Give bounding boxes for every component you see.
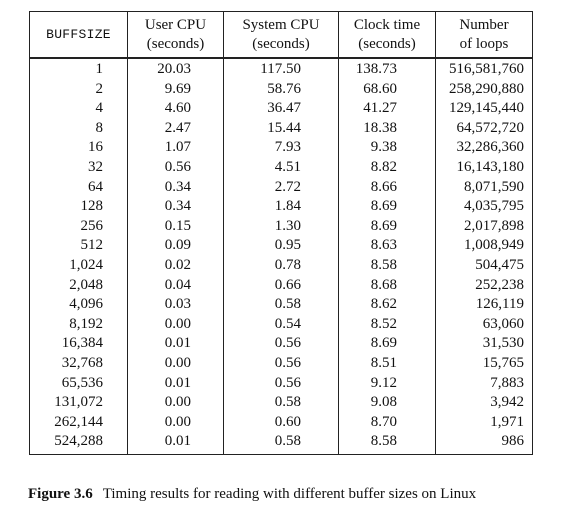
user-cpu-cell: 0.02 — [128, 256, 224, 276]
user-cpu-cell: 2.47 — [128, 119, 224, 139]
system-cpu-cell: 2.72 — [224, 178, 339, 198]
loops-cell: 516,581,760 — [436, 58, 533, 80]
system-cpu-cell: 15.44 — [224, 119, 339, 139]
table-row — [30, 80, 533, 100]
loops-cell: 4,035,795 — [436, 197, 533, 217]
user-cpu-cell: 1.07 — [128, 138, 224, 158]
buffsize-cell: 8 — [30, 119, 128, 139]
clock-time-cell: 18.38 — [339, 119, 436, 139]
clock-time-cell: 8.69 — [339, 217, 436, 237]
buffsize-cell: 64 — [30, 178, 128, 198]
clock-time-cell: 138.73 — [339, 58, 436, 80]
system-cpu-cell: 0.60 — [224, 413, 339, 433]
loops-cell: 63,060 — [436, 315, 533, 335]
loops-cell: 504,475 — [436, 256, 533, 276]
table-row — [30, 276, 533, 296]
clock-time-cell: 9.12 — [339, 374, 436, 394]
clock-time-cell: 8.62 — [339, 295, 436, 315]
system-cpu-cell: 0.95 — [224, 236, 339, 256]
buffsize-cell: 256 — [30, 217, 128, 237]
loops-cell: 258,290,880 — [436, 80, 533, 100]
header-clock-time: Clock time (seconds) — [339, 12, 436, 59]
loops-cell: 16,143,180 — [436, 158, 533, 178]
table-row — [30, 256, 533, 276]
user-cpu-cell: 0.04 — [128, 276, 224, 296]
loops-cell: 15,765 — [436, 354, 533, 374]
system-cpu-cell: 36.47 — [224, 99, 339, 119]
buffsize-cell: 524,288 — [30, 432, 128, 454]
system-cpu-cell: 0.56 — [224, 334, 339, 354]
caption-text: Timing results for reading with different buffer sizes on Linux — [102, 486, 477, 502]
system-cpu-cell: 1.84 — [224, 197, 339, 217]
user-cpu-cell: 9.69 — [128, 80, 224, 100]
user-cpu-cell: 0.56 — [128, 158, 224, 178]
table-row — [30, 158, 533, 178]
buffsize-cell: 128 — [30, 197, 128, 217]
buffsize-cell: 1 — [30, 58, 128, 80]
system-cpu-cell: 117.50 — [224, 58, 339, 80]
user-cpu-cell: 0.00 — [128, 354, 224, 374]
system-cpu-cell: 0.66 — [224, 276, 339, 296]
clock-time-cell: 8.69 — [339, 197, 436, 217]
system-cpu-cell: 0.58 — [224, 295, 339, 315]
loops-cell: 129,145,440 — [436, 99, 533, 119]
loops-cell: 3,942 — [436, 393, 533, 413]
buffsize-cell: 262,144 — [30, 413, 128, 433]
clock-time-cell: 8.69 — [339, 334, 436, 354]
clock-time-cell: 8.58 — [339, 256, 436, 276]
table-row — [30, 432, 533, 454]
table-row — [30, 334, 533, 354]
loops-cell: 32,286,360 — [436, 138, 533, 158]
table-row — [30, 217, 533, 237]
system-cpu-cell: 0.58 — [224, 432, 339, 454]
clock-time-cell: 8.51 — [339, 354, 436, 374]
user-cpu-cell: 0.34 — [128, 197, 224, 217]
table-row — [30, 58, 533, 80]
system-cpu-cell: 0.54 — [224, 315, 339, 335]
user-cpu-cell: 0.00 — [128, 393, 224, 413]
table-row — [30, 178, 533, 198]
figure-label: Figure 3.6 — [28, 486, 93, 502]
table-header-row — [30, 12, 533, 59]
table-row — [30, 413, 533, 433]
header-system-cpu: System CPU (seconds) — [224, 12, 339, 59]
user-cpu-cell: 0.09 — [128, 236, 224, 256]
user-cpu-cell: 0.00 — [128, 413, 224, 433]
clock-time-cell: 9.38 — [339, 138, 436, 158]
user-cpu-cell: 0.03 — [128, 295, 224, 315]
system-cpu-cell: 1.30 — [224, 217, 339, 237]
loops-cell: 986 — [436, 432, 533, 454]
timing-results-table — [29, 11, 533, 455]
clock-time-cell: 8.68 — [339, 276, 436, 296]
user-cpu-cell: 4.60 — [128, 99, 224, 119]
table-row — [30, 354, 533, 374]
clock-time-cell: 9.08 — [339, 393, 436, 413]
user-cpu-cell: 0.34 — [128, 178, 224, 198]
table-row — [30, 99, 533, 119]
loops-cell: 64,572,720 — [436, 119, 533, 139]
loops-cell: 2,017,898 — [436, 217, 533, 237]
table-row — [30, 138, 533, 158]
buffsize-cell: 2 — [30, 80, 128, 100]
clock-time-cell: 8.70 — [339, 413, 436, 433]
table-row — [30, 119, 533, 139]
system-cpu-cell: 7.93 — [224, 138, 339, 158]
clock-time-cell: 8.66 — [339, 178, 436, 198]
table-row — [30, 236, 533, 256]
buffsize-cell: 4,096 — [30, 295, 128, 315]
header-number-of-loops: Number of loops — [436, 12, 533, 59]
clock-time-cell: 68.60 — [339, 80, 436, 100]
loops-cell: 126,119 — [436, 295, 533, 315]
figure-caption — [28, 486, 476, 503]
header-user-cpu: User CPU (seconds) — [128, 12, 224, 59]
clock-time-cell: 8.52 — [339, 315, 436, 335]
loops-cell: 1,971 — [436, 413, 533, 433]
table-row — [30, 295, 533, 315]
buffsize-cell: 131,072 — [30, 393, 128, 413]
buffsize-cell: 16 — [30, 138, 128, 158]
loops-cell: 7,883 — [436, 374, 533, 394]
system-cpu-cell: 0.58 — [224, 393, 339, 413]
system-cpu-cell: 0.56 — [224, 354, 339, 374]
loops-cell: 1,008,949 — [436, 236, 533, 256]
loops-cell: 8,071,590 — [436, 178, 533, 198]
buffsize-cell: 65,536 — [30, 374, 128, 394]
header-buffsize: BUFFSIZE — [30, 12, 128, 59]
buffsize-cell: 32 — [30, 158, 128, 178]
table-row — [30, 393, 533, 413]
table-row — [30, 374, 533, 394]
system-cpu-cell: 58.76 — [224, 80, 339, 100]
system-cpu-cell: 0.56 — [224, 374, 339, 394]
loops-cell: 252,238 — [436, 276, 533, 296]
clock-time-cell: 41.27 — [339, 99, 436, 119]
clock-time-cell: 8.63 — [339, 236, 436, 256]
buffsize-cell: 8,192 — [30, 315, 128, 335]
clock-time-cell: 8.58 — [339, 432, 436, 454]
buffsize-cell: 512 — [30, 236, 128, 256]
user-cpu-cell: 0.01 — [128, 334, 224, 354]
table-row — [30, 315, 533, 335]
buffsize-cell: 1,024 — [30, 256, 128, 276]
user-cpu-cell: 20.03 — [128, 58, 224, 80]
buffsize-cell: 2,048 — [30, 276, 128, 296]
buffsize-cell: 32,768 — [30, 354, 128, 374]
user-cpu-cell: 0.00 — [128, 315, 224, 335]
system-cpu-cell: 4.51 — [224, 158, 339, 178]
user-cpu-cell: 0.01 — [128, 432, 224, 454]
buffsize-cell: 16,384 — [30, 334, 128, 354]
table-row — [30, 197, 533, 217]
loops-cell: 31,530 — [436, 334, 533, 354]
user-cpu-cell: 0.15 — [128, 217, 224, 237]
system-cpu-cell: 0.78 — [224, 256, 339, 276]
buffsize-cell: 4 — [30, 99, 128, 119]
clock-time-cell: 8.82 — [339, 158, 436, 178]
user-cpu-cell: 0.01 — [128, 374, 224, 394]
